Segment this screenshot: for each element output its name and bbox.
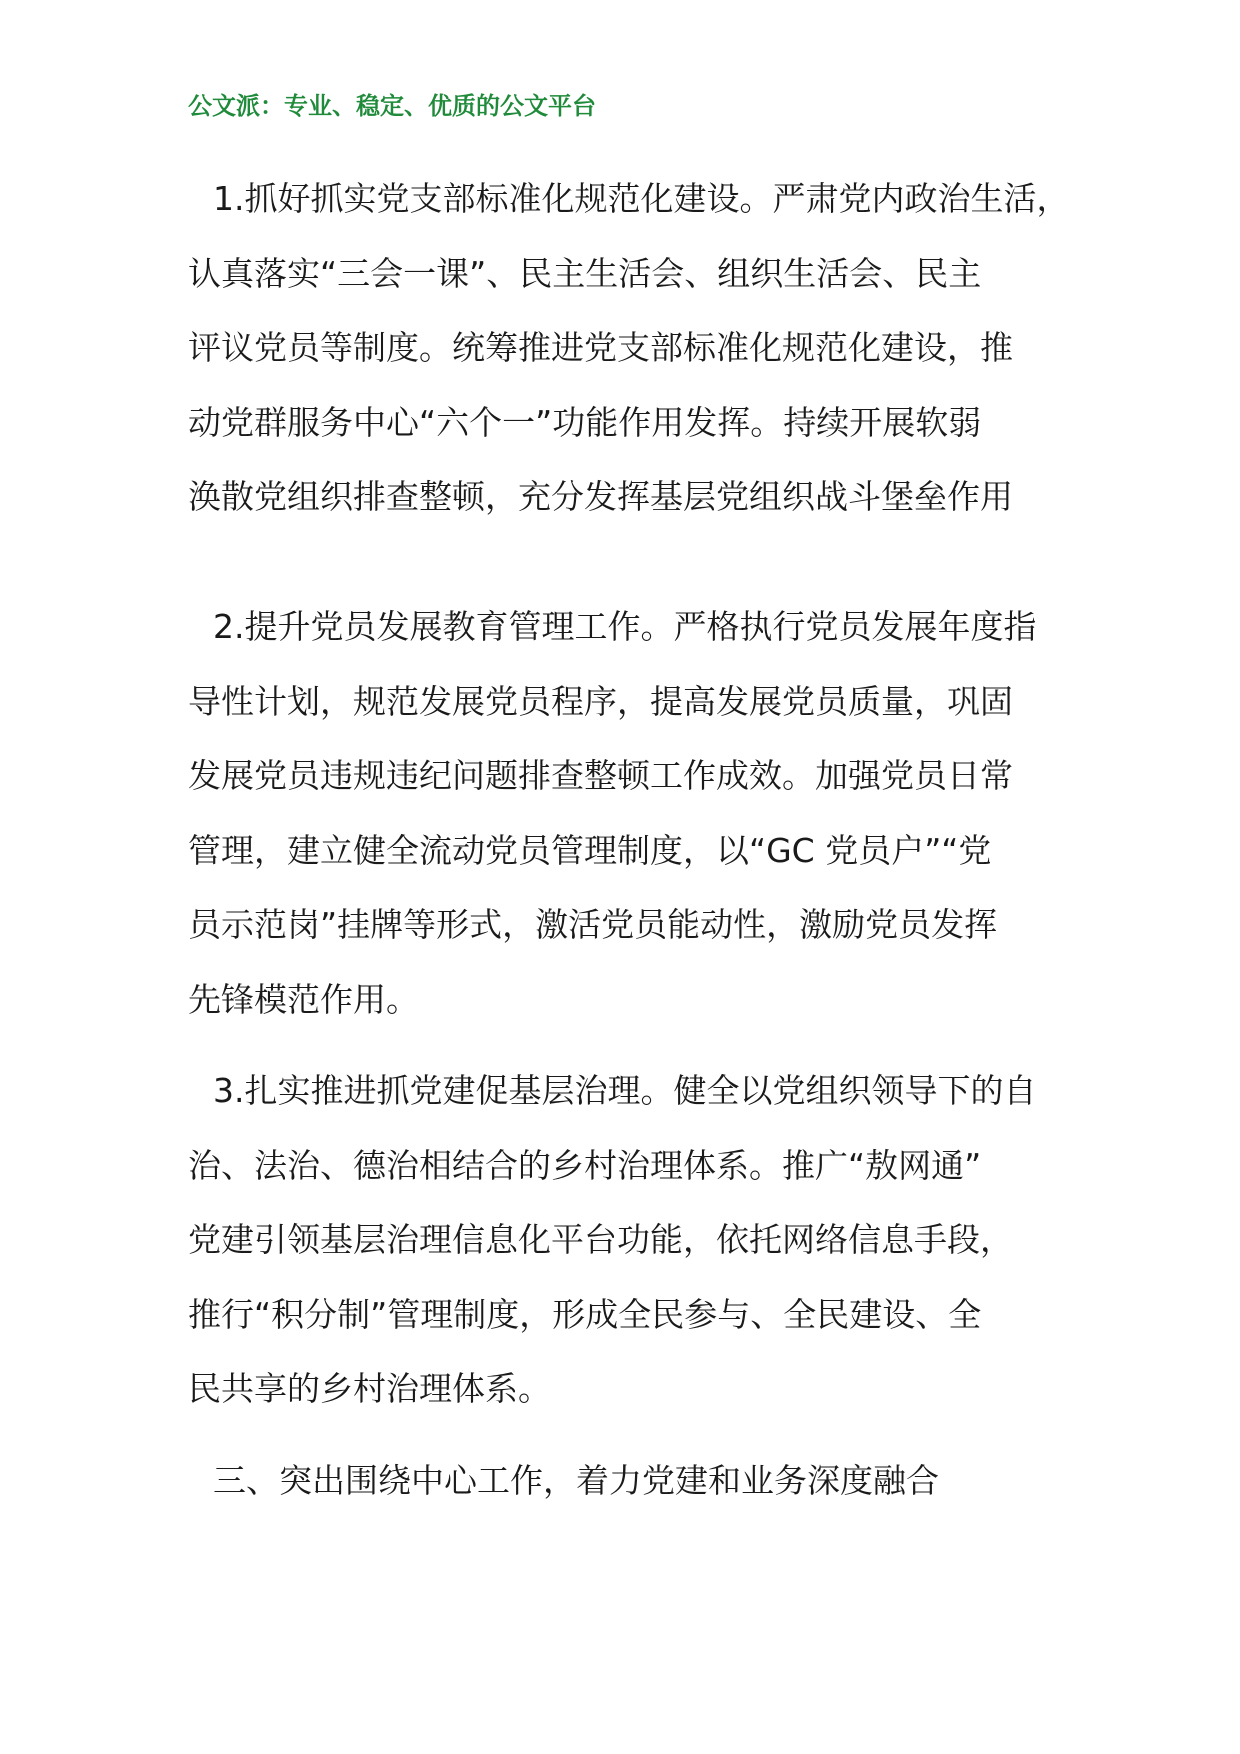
paragraph-line: 管理，建立健全流动党员管理制度，以“GC 党员户”“党 bbox=[188, 830, 992, 870]
paragraph-line: 认真落实“三会一课”、民主生活会、组织生活会、民主 bbox=[188, 253, 982, 293]
section-heading-3 bbox=[188, 1444, 1068, 1519]
paragraph-line: 2.提升党员发展教育管理工作。严格执行党员发展年度指 bbox=[213, 607, 1037, 646]
paragraph-line: 1.抓好抓实党支部标准化规范化建设。严肃党内政治生活， bbox=[213, 179, 1070, 218]
paragraph-line: 党建引领基层治理信息化平台功能，依托网络信息手段， bbox=[188, 1220, 1013, 1259]
paragraph-line: 评议党员等制度。统筹推进党支部标准化规范化建设，推 bbox=[188, 328, 1013, 367]
paragraph-1 bbox=[188, 162, 1068, 535]
paragraph-line: 涣散党组织排查整顿，充分发挥基层党组织战斗堡垒作用 bbox=[188, 477, 1013, 516]
paragraph-line: 先锋模范作用。 bbox=[188, 979, 419, 1019]
paragraph-line: 3.扎实推进抓党建促基层治理。健全以党组织领导下的自 bbox=[213, 1071, 1037, 1110]
paragraph-line: 发展党员违规违纪问题排查整顿工作成效。加强党员日常 bbox=[188, 756, 1013, 795]
site-header-text: 公文派：专业、稳定、优质的公文平台 bbox=[188, 92, 596, 120]
paragraph-line: 民共享的乡村治理体系。 bbox=[188, 1369, 551, 1408]
paragraph-line: 推行“积分制”管理制度，形成全民参与、全民建设、全 bbox=[188, 1294, 982, 1334]
paragraph-line: 导性计划，规范发展党员程序，提高发展党员质量，巩固 bbox=[188, 681, 1013, 721]
section-heading-text: 三、突出围绕中心工作，着力党建和业务深度融合 bbox=[213, 1461, 939, 1500]
paragraph-line: 治、法治、德治相结合的乡村治理体系。推广“敖网通” bbox=[188, 1145, 982, 1185]
paragraph-3 bbox=[188, 1054, 1068, 1427]
paragraph-line: 动党群服务中心“六个一”功能作用发挥。持续开展软弱 bbox=[188, 402, 982, 442]
paragraph-2 bbox=[188, 590, 1068, 1037]
paragraph-line: 员示范岗”挂牌等形式，激活党员能动性，激励党员发挥 bbox=[188, 905, 998, 944]
